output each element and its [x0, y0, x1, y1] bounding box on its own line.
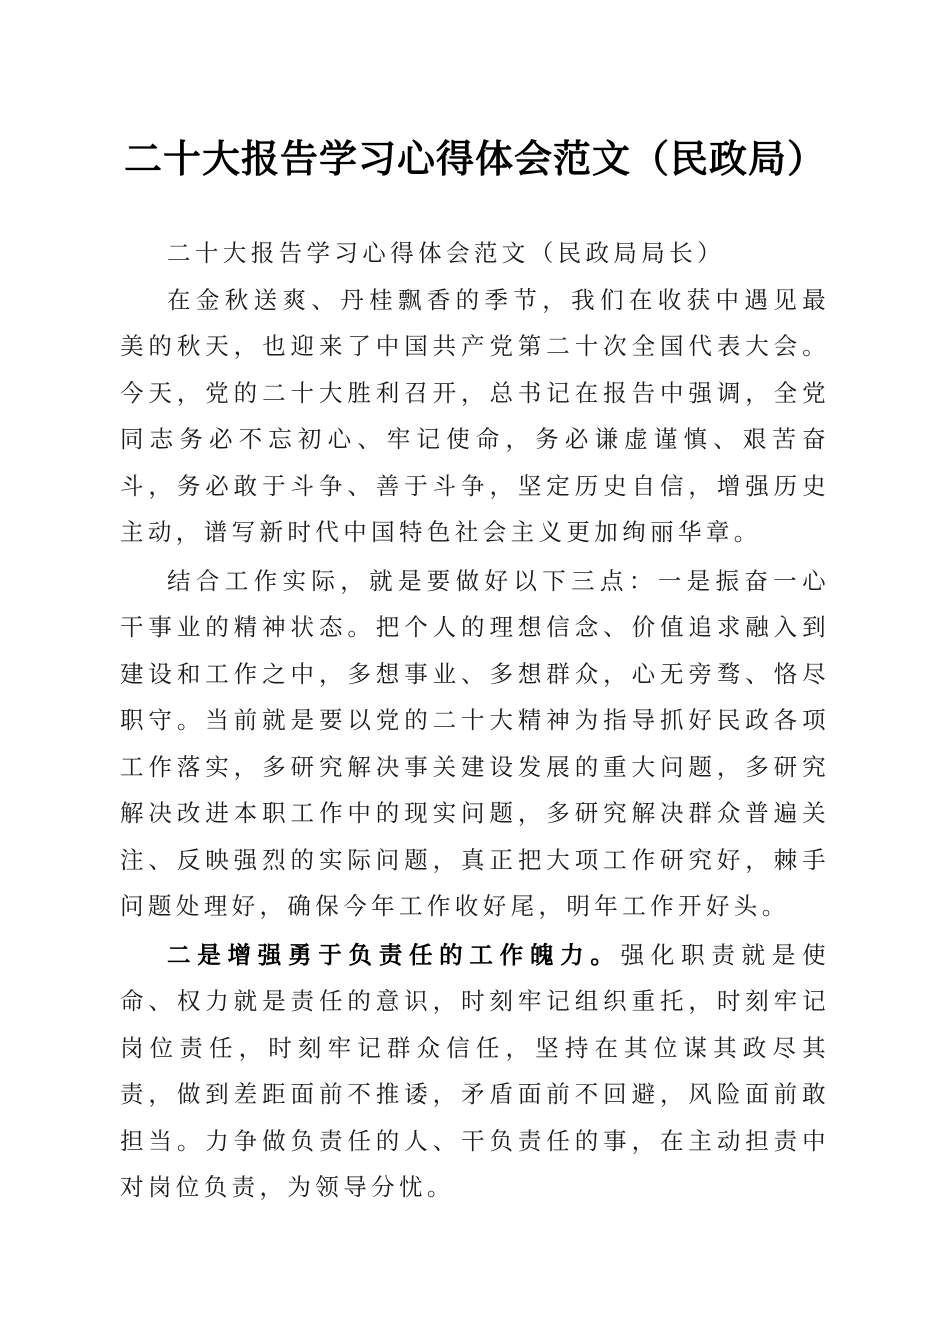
paragraph-3-text: 强化职责就是使命、权力就是责任的意识，时刻牢记组织重托，时刻牢记岗位责任，时刻牢记群众信任，坚持在其位谋其政尽其责，做到差距面前不推诿，矛盾面前不回避，风险面前敢担当。力争做负责任的人、干负责任的事，在主动担责中对岗位负责，为领导分忧。 — [120, 940, 830, 1201]
paragraph-3-lead: 二是增强勇于负责任的工作魄力。 — [167, 940, 621, 969]
paragraph-2-text: 结合工作实际，就是要做好以下三点：一是振奋一心干事业的精神状态。把个人的理想信念、价值追求融入到建设和工作之中，多想事业、多想群众，心无旁骛、恪尽职守。当前就是要以党的二十大精神为指导抓好民政各项工作落实，多研究解决事关建设发展的重大问题，多研究解决改进本职工作中的现实问题，多研究解决群众普遍关注、反映强烈的实际问题，真正把大项工作研究好，棘手问题处理好，确保今年工作收好尾，明年工作开好头。 — [120, 566, 830, 920]
paragraph-2 — [120, 558, 830, 930]
paragraph-3 — [120, 932, 830, 1211]
document-title: 二十大报告学习心得体会范文（民政局） — [123, 136, 826, 181]
paragraph-1 — [120, 277, 830, 556]
document-subtitle: 二十大报告学习心得体会范文（民政局局长） — [167, 239, 725, 267]
paragraph-1-text: 在金秋送爽、丹桂飘香的季节，我们在收获中遇见最美的秋天，也迎来了中国共产党第二十次全国代表大会。今天，党的二十大胜利召开，总书记在报告中强调，全党同志务必不忘初心、牢记使命，务必谦虚谨慎、艰苦奋斗，务必敢于斗争、善于斗争，坚定历史自信，增强历史主动，谱写新时代中国特色社会主义更加绚丽华章。 — [120, 285, 830, 546]
document-body — [120, 230, 830, 1213]
